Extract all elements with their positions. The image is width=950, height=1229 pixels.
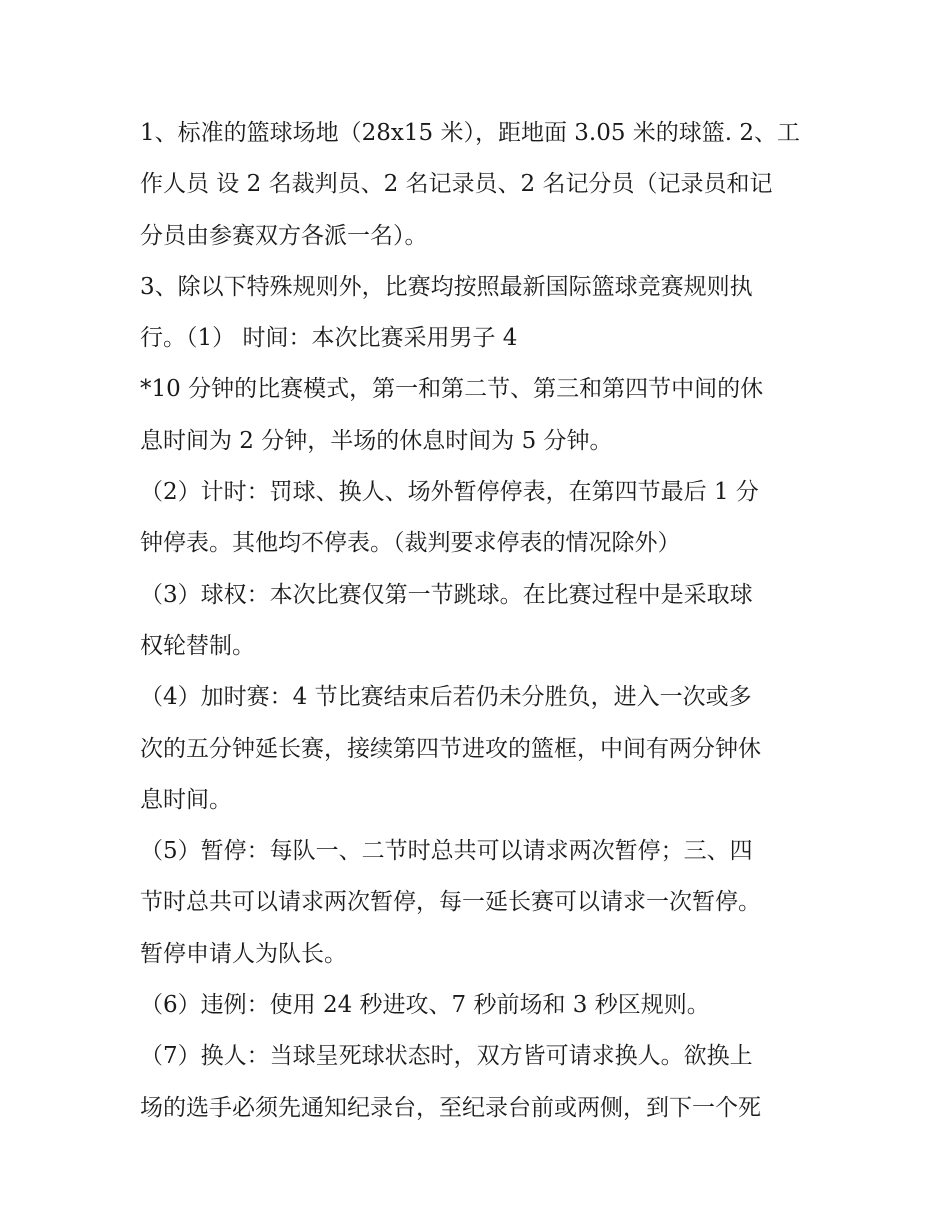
text-line-12: （4）加时赛：4 节比赛结束后若仍未分胜负，进入一次或多 xyxy=(140,684,752,711)
text-line-11: 权轮替制。 xyxy=(140,632,255,659)
text-line-8: （2）计时：罚球、换人、场外暂停停表，在第四节最后 1 分 xyxy=(140,479,759,506)
text-line-2: 作人员 设 2 名裁判员、2 名记录员、2 名记分员（记录员和记 xyxy=(140,171,773,198)
document-body xyxy=(140,108,820,1134)
text-line-15: （5）暂停：每队一、二节时总共可以请求两次暂停；三、四 xyxy=(140,838,753,865)
text-line-5: 行。（1） 时间：本次比赛采用男子 4 xyxy=(140,325,518,352)
text-line-10: （3）球权：本次比赛仅第一节跳球。在比赛过程中是采取球 xyxy=(140,581,753,608)
text-line-20: 场的选手必须先通知纪录台，至纪录台前或两侧，到下一个死 xyxy=(140,1094,761,1121)
text-line-4: 3、除以下特殊规则外，比赛均按照最新国际篮球竞赛规则执 xyxy=(140,273,753,300)
text-line-14: 息时间。 xyxy=(140,786,232,813)
text-line-13: 次的五分钟延长赛，接续第四节进攻的篮框，中间有两分钟休 xyxy=(140,735,761,762)
text-line-1: 1、标准的篮球场地（28x15 米），距地面 3.05 米的球篮. 2、工 xyxy=(140,120,801,146)
text-line-6: *10 分钟的比赛模式，第一和第二节、第三和第四节中间的休 xyxy=(140,376,764,403)
text-line-18: （6）违例：使用 24 秒进攻、7 秒前场和 3 秒区规则。 xyxy=(140,992,710,1019)
text-line-16: 节时总共可以请求两次暂停，每一延长赛可以请求一次暂停。 xyxy=(140,889,761,916)
text-line-9: 钟停表。其他均不停表。（裁判要求停表的情况除外） xyxy=(140,530,681,557)
text-line-17: 暂停申请人为队长。 xyxy=(140,940,347,967)
text-line-7: 息时间为 2 分钟，半场的休息时间为 5 分钟。 xyxy=(140,427,613,454)
text-line-19: （7）换人：当球呈死球状态时，双方皆可请求换人。欲换上 xyxy=(140,1043,753,1070)
text-line-3: 分员由参赛双方各派一名）。 xyxy=(140,222,428,249)
